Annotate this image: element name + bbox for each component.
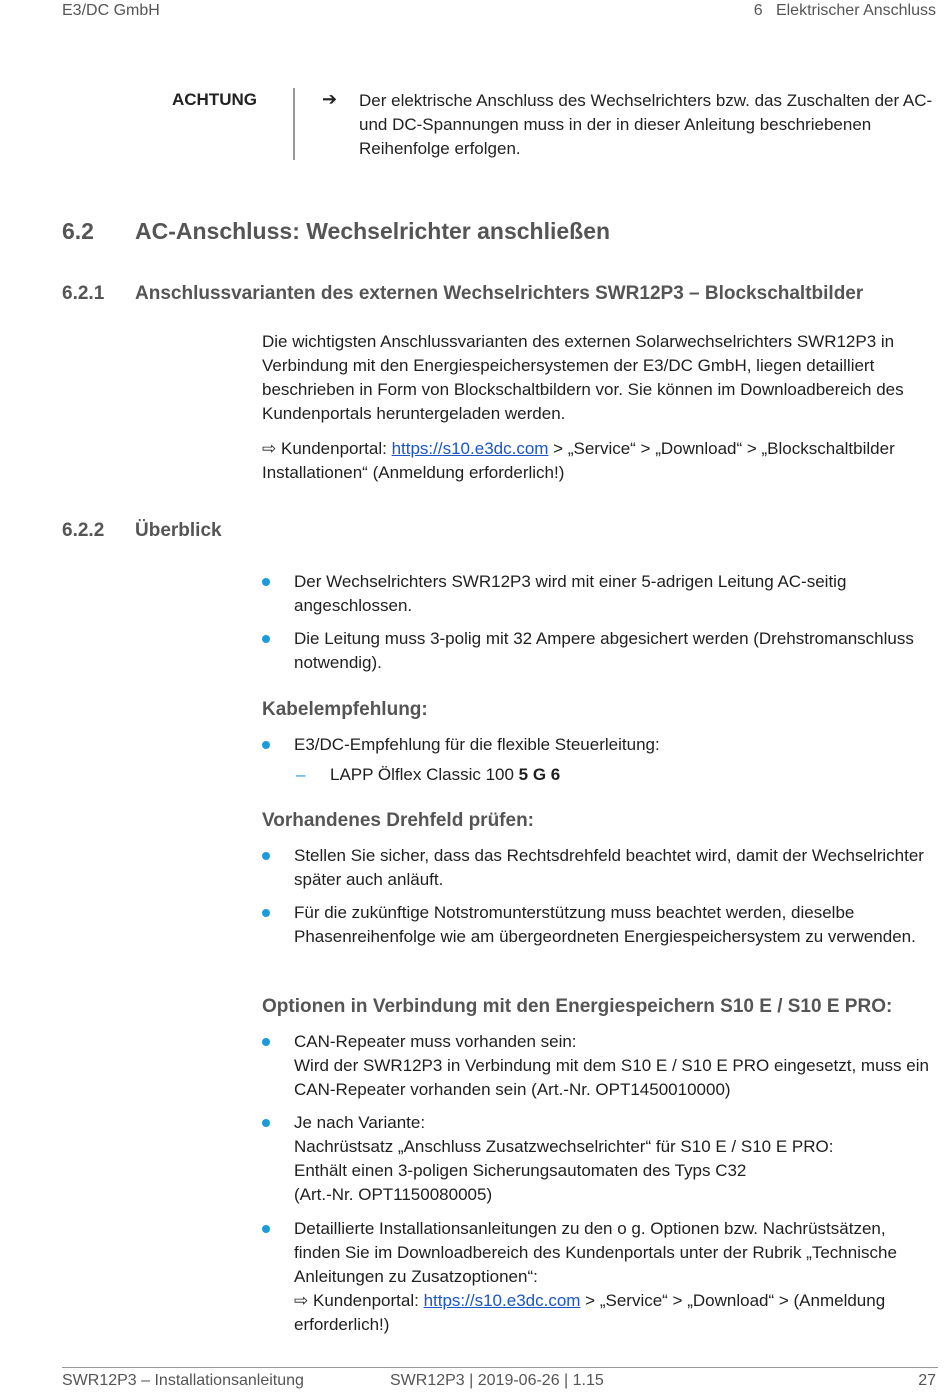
list-item: Stellen Sie sicher, dass das Rechtsdrehfeld beachtet wird, damit der Wechselrichter später auch anläuft. [262, 844, 934, 892]
section-title: Überblick [135, 520, 222, 541]
page-number: 27 [918, 1372, 936, 1389]
header-chapter: 6 Elektrischer Anschluss [753, 2, 936, 19]
bullet-icon [262, 909, 270, 917]
portal-path: > „Service“ > „Download“ > „Blockschaltbilder Installationen“ (Anmeldung erforderlich!) [262, 439, 895, 482]
subheading-options: Optionen in Verbindung mit den Energiespeichern S10 E / S10 E PRO: [262, 996, 893, 1017]
portal-label: Kundenportal: [280, 439, 392, 458]
list-item: Detaillierte Installationsanleitungen zu den o g. Optionen bzw. Nachrüstsätzen, finden Sie im Downloadbereich des Kundenportals unter der Rubrik „Technische Anleitungen zu Zusatzoptionen“: ⇨ Kundenportal: https://s10.e3dc.com > „Service“ > „Download“ > (Anmeldung erforderlich!) [262, 1217, 934, 1337]
intro-paragraph: Die wichtigsten Anschlussvarianten des externen Solarwechselrichters SWR12P3 in Verbindung mit den Energiespeichersystemen der E3/DC GmbH, liegen detailliert beschrieben in Form von Blockschaltbildern vor. Sie können im Downloadbereich des Kundenportals heruntergeladen werden. [262, 332, 904, 423]
bullet-icon [262, 1119, 270, 1127]
bullet-icon [262, 1225, 270, 1233]
footer-version: SWR12P3 | 2019-06-26 | 1.15 [390, 1372, 604, 1389]
sub-list-item [296, 763, 560, 787]
cable-spec: 5 G 6 [518, 765, 561, 784]
hollow-arrow-icon: ⇨ [262, 439, 277, 458]
bullet-icon [262, 852, 270, 860]
portal-link[interactable]: https://s10.e3dc.com [423, 1291, 581, 1310]
subheading-rotary-field: Vorhandenes Drehfeld prüfen: [262, 810, 535, 831]
subheading-cable: Kabelempfehlung: [262, 699, 428, 720]
portal-reference [262, 437, 934, 485]
section-title: AC-Anschluss: Wechselrichter anschließen [135, 218, 611, 244]
section-number: 6.2.2 [62, 520, 105, 541]
footer-doc-title: SWR12P3 – Installationsanleitung [62, 1372, 304, 1389]
bullet-icon [262, 741, 270, 749]
bullet-icon [262, 1038, 270, 1046]
bullet-icon [262, 578, 270, 586]
portal-reference: ⇨ Kundenportal: https://s10.e3dc.com > „Service“ > „Download“ > (Anmeldung erforderlich!) [294, 1291, 886, 1334]
warning-label: ACHTUNG [172, 90, 257, 109]
section-title: Anschlussvarianten des externen Wechselrichters SWR12P3 – Blockschaltbilder [135, 283, 864, 304]
header-company: E3/DC GmbH [62, 2, 160, 19]
section-number: 6.2.1 [62, 283, 105, 304]
section-number: 6.2 [62, 218, 94, 244]
footer-divider [62, 1367, 938, 1368]
cable-name: LAPP Ölflex Classic 100 [330, 765, 519, 784]
bullet-icon [262, 635, 270, 643]
warning-divider [293, 88, 295, 160]
portal-link[interactable]: https://s10.e3dc.com [391, 439, 549, 458]
list-item: CAN-Repeater muss vorhanden sein: Wird der SWR12P3 in Verbindung mit dem S10 E / S10 E PRO eingesetzt, muss ein CAN-Repeater vorhanden sein (Art.-Nr. OPT1450010000) [262, 1030, 934, 1102]
arrow-right-icon: ➔ [322, 89, 338, 109]
list-item: E3/DC-Empfehlung für die flexible Steuerleitung: [262, 733, 934, 757]
dash-icon: – [296, 765, 306, 784]
list-item: Die Leitung muss 3-polig mit 32 Ampere abgesichert werden (Drehstromanschluss notwendig). [262, 627, 934, 675]
list-item: Je nach Variante: Nachrüstsatz „Anschluss Zusatzwechselrichter“ für S10 E / S10 E PRO: Enthält einen 3-poligen Sicherungsautomaten des Typs C32 (Art.-Nr. OPT1150080005) [262, 1111, 934, 1207]
hollow-arrow-icon: ⇨ [294, 1291, 309, 1310]
list-item: Der Wechselrichters SWR12P3 wird mit einer 5-adrigen Leitung AC-seitig angeschlossen. [262, 570, 934, 618]
list-item: Für die zukünftige Notstromunterstützung muss beachtet werden, dieselbe Phasenreihenfolge wie am übergeordneten Energiespeichersystem zu verwenden. [262, 901, 934, 949]
warning-text: Der elektrische Anschluss des Wechselrichters bzw. das Zuschalten der AC- und DC-Spannungen muss in der in dieser Anleitung beschriebenen Reihenfolge erfolgen. [359, 91, 933, 158]
